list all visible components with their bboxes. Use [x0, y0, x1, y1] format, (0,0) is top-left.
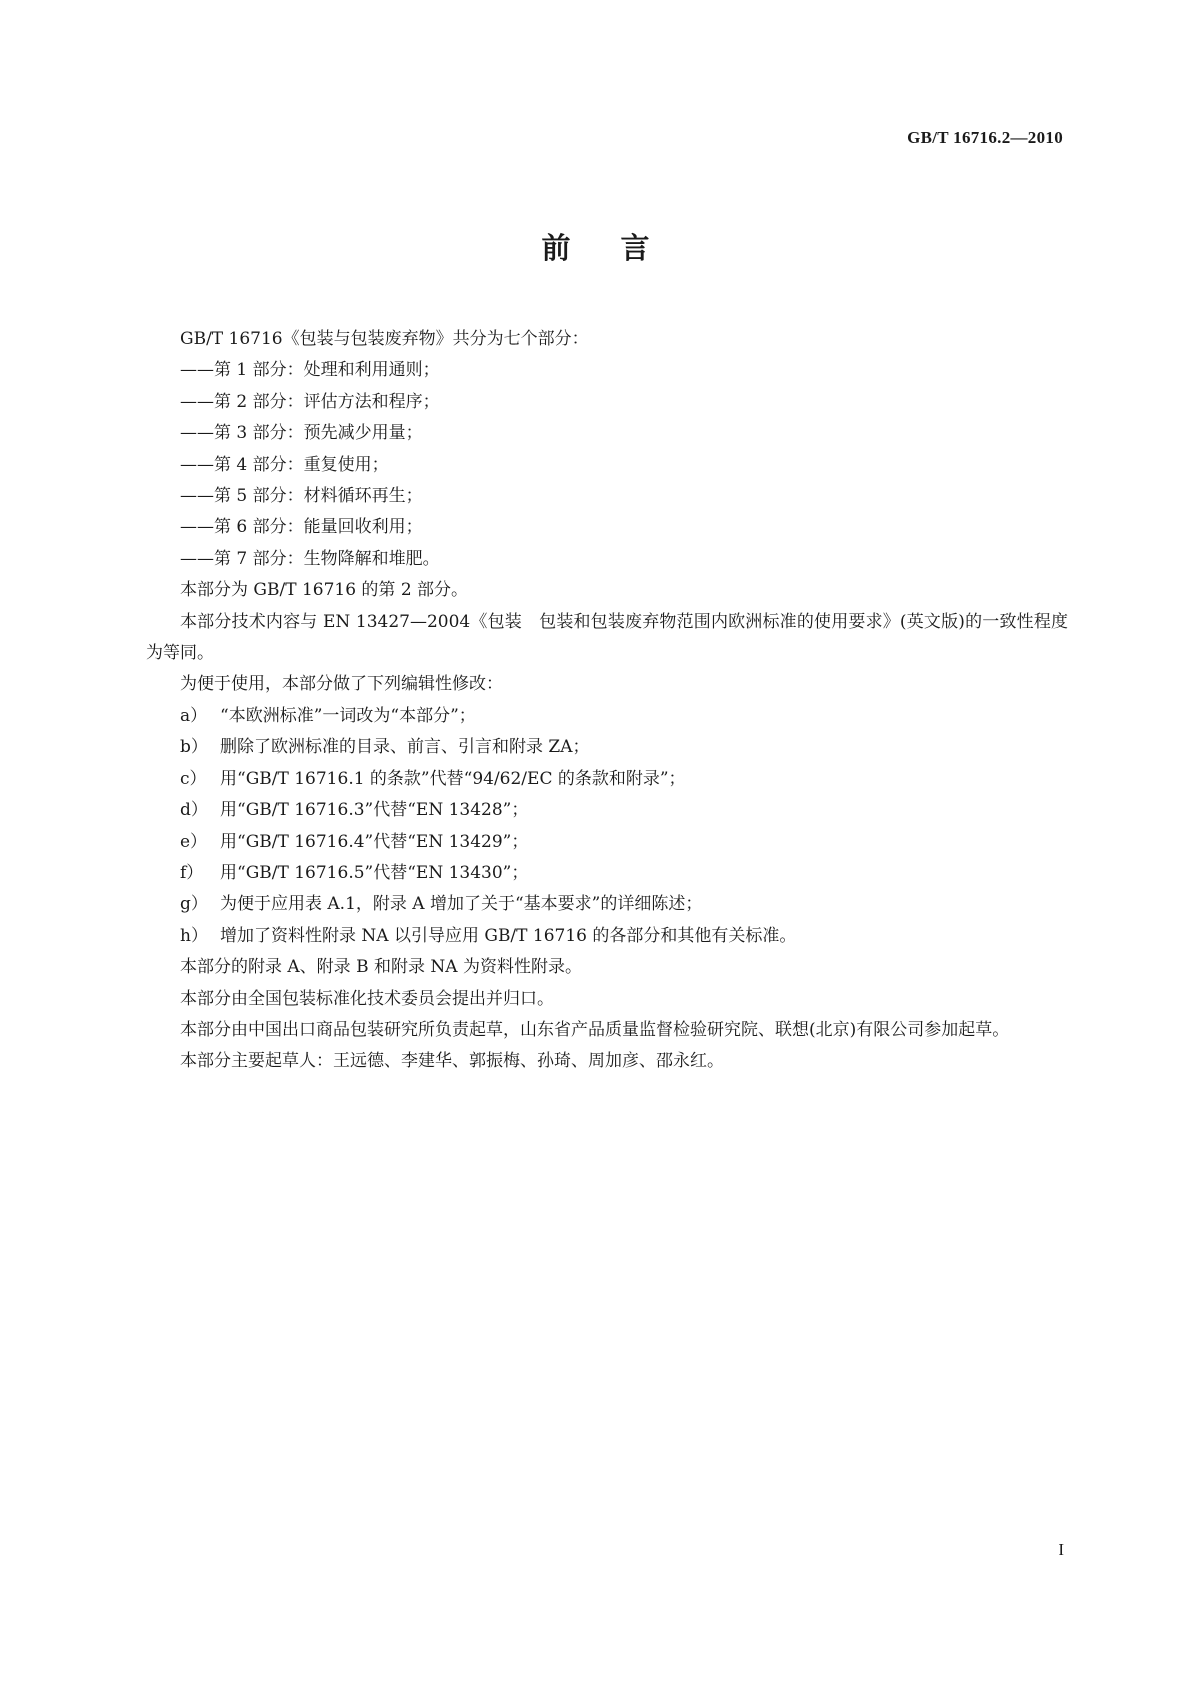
standard-code: GB/T 16716.2—2010: [907, 128, 1063, 147]
part-item: ——第 7 部分：生物降解和堆肥。: [180, 548, 440, 569]
edit-item: [146, 732, 1068, 763]
drafters-paragraph: 本部分主要起草人：王远德、李建华、郭振梅、孙琦、周加彦、邵永红。: [180, 1051, 724, 1072]
edit-text: 为便于应用表 A.1，附录 A 增加了关于“基本要求”的详细陈述；: [220, 894, 703, 915]
document-body: [146, 324, 1068, 1078]
edit-item: [146, 921, 1068, 952]
equivalence-paragraph: 本部分技术内容与 EN 13427—2004《包装 包装和包装废弃物范围内欧洲标准的使用要求》(英文版)的一致性程度为等同。: [146, 611, 1068, 664]
edit-item: [146, 858, 1068, 889]
drafted-by-paragraph: 本部分由中国出口商品包装研究所负责起草，山东省产品质量监督检验研究院、联想(北京)有限公司参加起草。: [180, 1019, 1010, 1040]
edit-text: 用“GB/T 16716.1 的条款”代替“94/62/EC 的条款和附录”；: [220, 768, 686, 789]
edit-item: [146, 701, 1068, 732]
edit-text: 增加了资料性附录 NA 以引导应用 GB/T 16716 的各部分和其他有关标准。: [220, 925, 797, 946]
page-title: 前言: [541, 231, 700, 265]
part-item: ——第 2 部分：评估方法和程序；: [180, 391, 440, 412]
edit-marker: c）: [180, 768, 207, 789]
edit-text: 删除了欧洲标准的目录、前言、引言和附录 ZA；: [220, 737, 590, 758]
part-item: ——第 5 部分：材料循环再生；: [180, 486, 423, 507]
edit-text: “本欧洲标准”一词改为“本部分”；: [220, 705, 476, 726]
edit-marker: d）: [180, 800, 208, 821]
part-item: ——第 4 部分：重复使用；: [180, 454, 389, 475]
part-item: ——第 1 部分：处理和利用通则；: [180, 360, 440, 381]
edit-marker: h）: [180, 925, 208, 946]
edit-item: [146, 827, 1068, 858]
edit-marker: e）: [180, 831, 208, 852]
edit-text: 用“GB/T 16716.3”代替“EN 13428”；: [220, 800, 529, 821]
edit-text: 用“GB/T 16716.4”代替“EN 13429”；: [220, 831, 529, 852]
edit-marker: g）: [180, 894, 208, 915]
intro-paragraph: GB/T 16716《包装与包装废弃物》共分为七个部分：: [180, 329, 589, 349]
edit-item: [146, 795, 1068, 826]
edit-marker: a）: [180, 705, 208, 726]
page-number: I: [1058, 1540, 1064, 1559]
part-item: ——第 3 部分：预先减少用量；: [180, 423, 423, 444]
part-item: ——第 6 部分：能量回收利用；: [180, 517, 423, 538]
edits-intro-paragraph: 为便于使用，本部分做了下列编辑性修改：: [180, 674, 503, 695]
edit-text: 用“GB/T 16716.5”代替“EN 13430”；: [220, 862, 529, 883]
proposed-by-paragraph: 本部分由全国包装标准化技术委员会提出并归口。: [180, 988, 554, 1009]
edit-item: [146, 889, 1068, 920]
annexes-paragraph: 本部分的附录 A、附录 B 和附录 NA 为资料性附录。: [180, 957, 582, 978]
this-part-paragraph: 本部分为 GB/T 16716 的第 2 部分。: [180, 580, 469, 601]
edit-item: [146, 764, 1068, 795]
edit-marker: b）: [180, 737, 208, 758]
edit-marker: f）: [180, 862, 204, 883]
